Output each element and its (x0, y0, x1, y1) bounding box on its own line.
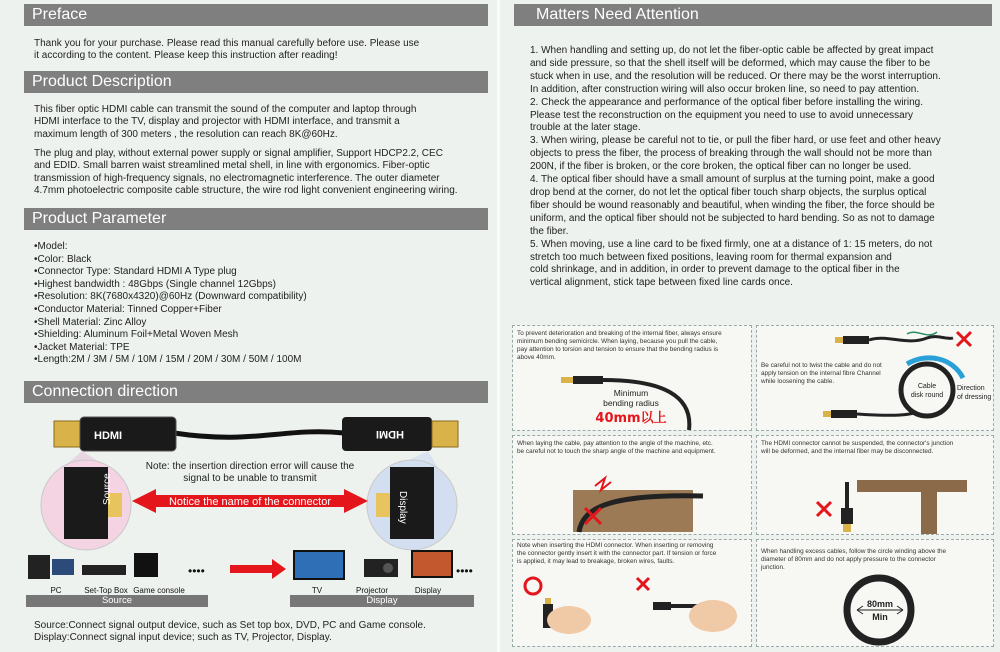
panel-3-text: When laying the cable, pay attention to the angle of the machine, etc. be careful not to touch the sharp angle of the machine and equipment. (517, 440, 716, 455)
panel-no-suspend (756, 435, 994, 535)
source-circle-label: Source (102, 473, 113, 505)
source-dots: •••• (188, 564, 205, 578)
panel-6-text: When handling excess cables, follow the circle winding above the diameter of 80mm and do not apply pressure to the connector junction. (761, 548, 947, 571)
svg-text:of dressing: of dressing (957, 394, 992, 401)
panel-5-text: Note when inserting the HDMI connector. When inserting or removing the connector gently insert it with the connector part. If tension or force is applied, it may lead to breakage, broken wires, faults. (517, 542, 717, 565)
caption-tv: TV (311, 586, 323, 595)
pc-icon (28, 555, 50, 579)
preface-text: Thank you for your purchase. Please read this manual carefully before use. Please use it according to the content. Please keep this instruction after reading! (34, 38, 420, 62)
display-icon (412, 551, 452, 577)
right-plug-label: HDMI (375, 428, 404, 440)
param-model: •Model: (34, 241, 68, 252)
twist-illustration (757, 326, 994, 431)
description-para-1: This fiber optic HDMI cable can transmit the sound of the computer and laptop through HDMI interface to the TV, display and projector with HDMI interface, and transmit a maximum length of 300 meters , the resolution can reach 8K@60Hz. (34, 104, 417, 140)
panel-sharp-angle (512, 435, 752, 535)
suspend-illustration (757, 436, 994, 535)
parameter-list (34, 241, 307, 367)
bend-illustration (513, 326, 752, 431)
param-shell: •Shell Material: Zinc Alloy (34, 316, 147, 328)
svg-text:Cable: Cable (917, 383, 937, 390)
panel-2-text: Be careful not to twist the cable and do not apply tension on the internal fibre Channel while loosening the cable. (761, 362, 882, 385)
svg-text:Min: Min (872, 612, 888, 622)
game-console-icon (134, 553, 158, 577)
panel-bending-radius (512, 325, 752, 431)
param-connector: •Connector Type: Standard HDMI A Type plug (34, 266, 237, 278)
param-color: •Color: Black (34, 253, 92, 265)
param-shielding: •Shielding: Aluminum Foil+Metal Woven Mesh (34, 329, 239, 341)
set-top-box-icon (82, 565, 126, 575)
panel-4-text: The HDMI connector cannot be suspended, the connector's junction will be deformed, and the internal fiber may be disconnected. (761, 440, 954, 455)
display-circle-label: Display (397, 491, 408, 524)
svg-text:bending radius: bending radius (603, 398, 659, 408)
param-conductor: •Conductor Material: Tinned Copper+Fiber (34, 303, 222, 315)
param-length: •Length:2M / 3M / 5M / 10M / 15M / 20M / 30M / 50M / 100M (34, 354, 302, 366)
direction-note-2: signal to be unable to transmit (183, 473, 317, 484)
caption-set-top-box: Set-Top Box (84, 586, 128, 595)
left-plug-label: HDMI (94, 430, 123, 442)
direction-note-1: Note: the insertion direction error will cause the (145, 461, 355, 472)
panel-no-twist (756, 325, 994, 431)
param-bandwidth: •Highest bandwidth : 48Gbps (Single channel 12Gbps) (34, 278, 276, 290)
param-jacket: •Jacket Material: TPE (34, 341, 130, 353)
tv-icon (294, 551, 344, 579)
param-resolution: •Resolution: 8K(7680x4320)@60Hz (Downward compatibility) (34, 291, 307, 303)
caption-display: Display (414, 586, 442, 595)
svg-text:80mm: 80mm (866, 599, 894, 609)
source-bar: Source (26, 595, 208, 607)
parameter-header: Product Parameter (24, 208, 488, 230)
connection-diagram (24, 405, 494, 585)
attention-text: 1. When handling and setting up, do not let the fiber-optic cable be affected by great impact and side pressure, so that the shell itself will be deformed, which may cause the fiber to be stuck when in use, and the resolution will be reduced. Or there may be the worst interruption. In addition, after construction wiring will also occur broken line, so need to pay attention. 2. Check the appearance and performance of the optical fiber before installing the wiring. Please test the reconstruction on the equipment you need to use to avoid unnecessary trouble at the later stage. 3. When wiring, please be careful not to tie, or pull the fiber hard, or use feet and other heavy objects to press the fiber, the process of breaking through the wall should not be more than 200N, if the fiber is broken, or the core broken, the optical fiber can no longer be used. 4. The optical fiber should have a small amount of surplus at the turning point, make a good drop bend at the corner, do not let the optical fiber touch sharp objects, the surplus optical fiber should be wound reasonably and beautiful, when winding the fiber, the force should be uniform, and the optical fiber should not be subjected to hard bending. So as not to damage the fiber. 5. When moving, use a line card to be fixed firmly, one at a distance of 1: 15 meters, do not stretch too much between fixed positions, leaving room for thermal expansion and cold shrinkage, and in addition, in order to prevent damage to the optical fiber in the vertical alignment, stick tape between fixed line cards once. (530, 45, 941, 289)
connection-footer: Source:Connect signal output device, such as Set top box, DVD, PC and Game console. Display:Connect signal input device; such as TV, Projector, Display. (34, 620, 426, 644)
panel-inserting (512, 539, 752, 647)
left-plug-tip (54, 421, 80, 447)
insert-illustration (513, 540, 752, 647)
connection-header: Connection direction (24, 381, 488, 403)
display-bar: Display (290, 595, 474, 607)
sharp-angle-illustration (513, 436, 752, 535)
svg-text:Direction: Direction (957, 385, 985, 392)
display-dots: •••• (456, 564, 473, 578)
attention-header: Matters Need Attention (514, 4, 992, 26)
caption-game-console: Game console (133, 586, 185, 595)
caption-pc: PC (50, 586, 62, 595)
coil-illustration (757, 540, 994, 647)
description-para-2: The plug and play, without external power supply or signal amplifier, Support HDCP2.2, CEC and EDID. Small barren waist streamlined metal shell, in line with ergonomics. Fiber-optic transmission of high-frequency signals, no electromagnetic interference. The outer diameter 4.7mm photoelectric composite cable structure, the wire rod light convenient engineering wiring. (34, 148, 458, 197)
right-plug-tip (432, 421, 458, 447)
preface-header: Preface (24, 4, 488, 26)
panel-excess-cable (756, 539, 994, 647)
description-header: Product Description (24, 71, 488, 93)
notice-text: Notice the name of the connector (168, 496, 332, 508)
svg-text:Minimum: Minimum (613, 388, 649, 398)
svg-text:disk round: disk round (910, 392, 944, 399)
column-divider (497, 0, 500, 652)
cable-line (174, 432, 344, 437)
flow-arrow (230, 559, 286, 579)
panel-1-text: To prevent deterioration and breaking of the internal fiber, always ensure minimum bending semicircle. When laying, because you pull the cable, pay attention to torsion and tension to ensure that the bending radius is above 40mm. (517, 330, 722, 361)
svg-text:40mm以上: 40mm以上 (595, 411, 667, 426)
caption-projector: Projector (355, 586, 388, 595)
